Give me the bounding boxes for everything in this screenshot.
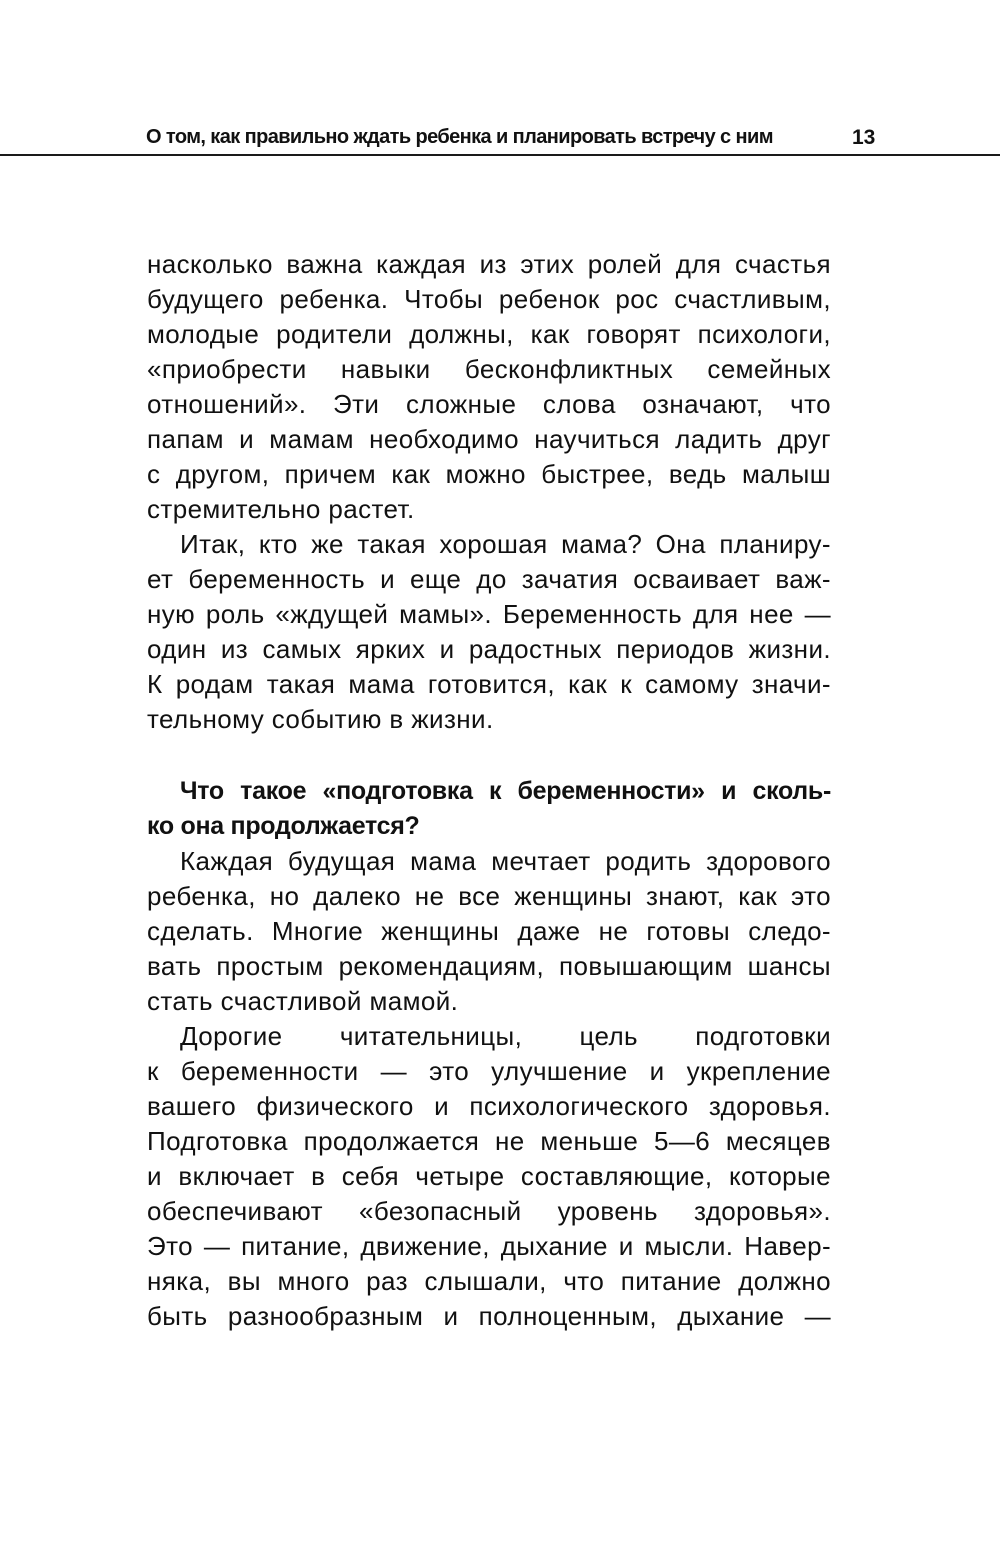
text-line: Каждая будущая мама мечтает родить здорового: [180, 846, 831, 876]
text-line: няка, вы много раз слышали, что питание должно: [147, 1266, 831, 1296]
text-line: «приобрести навыки бесконфликтных семейных: [147, 354, 831, 384]
paragraph-2: [147, 527, 831, 737]
text-line: Это — питание, движение, дыхание и мысли. Навер-: [147, 1231, 831, 1261]
text-line: вать простым рекомендациям, повышающим шансы: [147, 951, 831, 981]
text-line: тельному событию в жизни.: [147, 704, 494, 734]
running-header: [0, 118, 1000, 156]
text-line: Итак, кто же такая хорошая мама? Она планиру-: [180, 529, 831, 559]
body-text: [147, 247, 831, 1334]
text-line: к беременности — это улучшение и укрепление: [147, 1056, 831, 1086]
text-line: стремительно растет.: [147, 494, 415, 524]
text-line: папам и мамам необходимо научиться ладить друг: [147, 424, 831, 454]
text-line: К родам такая мама готовится, как к самому значи-: [147, 669, 831, 699]
text-line: Дорогие читательницы, цель подготовки: [180, 1021, 831, 1051]
text-line: ет беременность и еще до зачатия осваивает важ-: [147, 564, 831, 594]
text-line: ребенка, но далеко не все женщины знают, как это: [147, 881, 831, 911]
paragraph-4: [147, 1019, 831, 1334]
text-line: один из самых ярких и радостных периодов жизни.: [147, 634, 831, 664]
text-line: и включает в себя четыре составляющие, которые: [147, 1161, 831, 1191]
paragraph-3: [147, 844, 831, 1019]
text-line: вашего физического и психологического здоровья.: [147, 1091, 831, 1121]
page-number: 13: [852, 126, 876, 149]
text-line: Подготовка продолжается не меньше 5—6 месяцев: [147, 1126, 831, 1156]
text-line: с другом, причем как можно быстрее, ведь малыш: [147, 459, 831, 489]
text-line: ную роль «ждущей мамы». Беременность для нее —: [147, 599, 831, 629]
text-line: быть разнообразным и полноценным, дыхание —: [147, 1301, 831, 1331]
running-title: О том, как правильно ждать ребенка и планировать встречу с ним: [146, 126, 773, 148]
text-line: стать счастливой мамой.: [147, 986, 459, 1016]
text-line: отношений». Эти сложные слова означают, что: [147, 389, 831, 419]
text-line: сделать. Многие женщины даже не готовы следо-: [147, 916, 831, 946]
paragraph-1: [147, 247, 831, 527]
section-heading: [147, 774, 831, 844]
text-line: обеспечивают «безопасный уровень здоровья».: [147, 1196, 831, 1226]
heading-line: ко она продолжается?: [147, 812, 420, 840]
text-line: молодые родители должны, как говорят психологи,: [147, 319, 831, 349]
heading-line: Что такое «подготовка к беременности» и сколь-: [180, 777, 831, 805]
text-line: будущего ребенка. Чтобы ребенок рос счастливым,: [147, 284, 831, 314]
text-line: насколько важна каждая из этих ролей для счастья: [147, 249, 831, 279]
